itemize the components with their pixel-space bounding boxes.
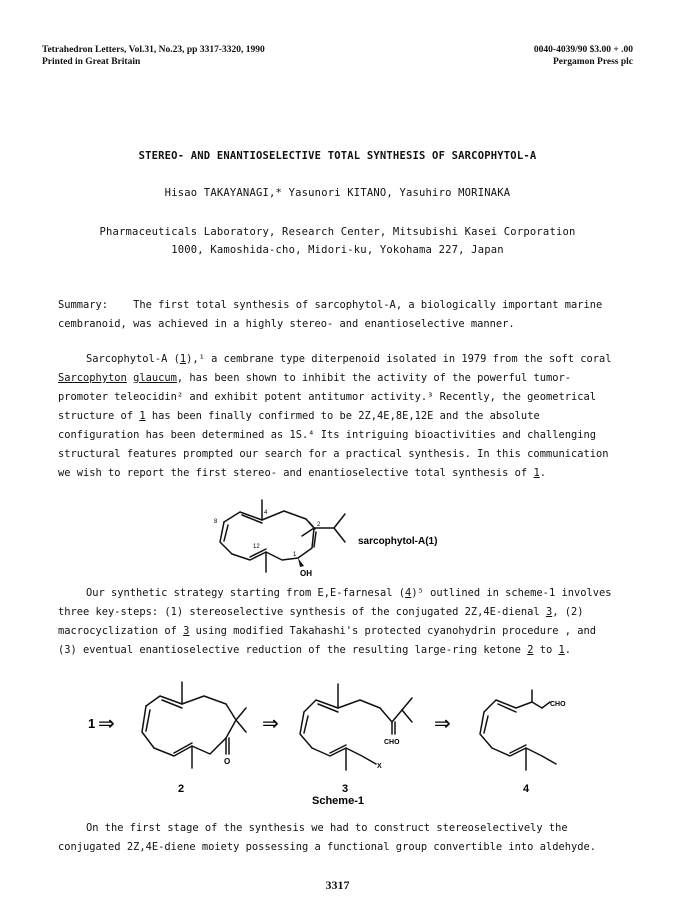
cho-group-3: CHO <box>384 739 400 746</box>
strategy-text: (3) eventual enantioselective reduction of the resulting large-ring ketone <box>58 644 528 656</box>
scheme-caption: Scheme-1 <box>312 795 364 807</box>
compound-4-structure <box>480 690 556 770</box>
compound-3-structure <box>300 684 412 770</box>
strategy-paragraph <box>58 584 620 660</box>
intro-text: we wish to report the first stereo- and enantioselective total synthesis of <box>58 467 534 479</box>
compound-ref: 3 <box>545 606 553 618</box>
first-stage-line-1: On the first stage of the synthesis we had to construct stereoselectively the <box>86 822 568 834</box>
affiliation-line-1: Pharmaceuticals Laboratory, Research Center, Mitsubishi Kasei Corporation <box>99 226 576 238</box>
first-stage-paragraph <box>58 819 620 857</box>
price-code: 0040-4039/90 $3.00 + .00 <box>533 45 633 55</box>
compound-2-label: 2 <box>178 783 185 795</box>
journal-citation: Tetrahedron Letters, Vol.31, No.23, pp 3317-3320, 1990 <box>42 45 265 55</box>
paper-title: STEREO- AND ENANTIOSELECTIVE TOTAL SYNTHESIS OF SARCOPHYTOL-A <box>138 150 537 162</box>
ketone-oxygen: O <box>224 757 231 766</box>
x-group-3: X <box>377 763 382 770</box>
strategy-text: using modified Takahashi's protected cyanohydrin procedure , and <box>189 625 597 637</box>
printed-in: Printed in Great Britain <box>42 57 141 67</box>
compound-ref: 1 <box>139 410 146 422</box>
summary-lead: Summary: <box>58 299 109 311</box>
intro-text: . <box>539 467 546 479</box>
target-compound-label: 1 <box>88 716 96 731</box>
summary-line-1: The first total synthesis of sarcophytol-A, a biologically important marine <box>133 299 603 311</box>
compound-2-structure <box>142 682 246 768</box>
strategy-text: Our synthetic strategy starting from E,E-farnesal ( <box>86 587 406 599</box>
hydroxyl-label: OH <box>300 569 312 578</box>
sarcophytol-a-structure <box>200 492 470 580</box>
retro-arrow-3: ⇒ <box>434 713 451 735</box>
strategy-text: three key-steps: (1) stereoselective synthesis of the conjugated 2Z,4E-dienal <box>58 606 546 618</box>
compound-ref: 4 <box>405 587 412 599</box>
compound-ref: 3 <box>183 625 190 637</box>
locant-2: 2 <box>317 522 321 528</box>
intro-text: has been finally confirmed to be 2Z,4E,8E,12E and the absolute <box>145 410 540 422</box>
journal-header <box>42 44 265 68</box>
summary-paragraph <box>58 296 620 334</box>
page-number: 3317 <box>325 878 350 892</box>
compound-3-label: 3 <box>342 783 349 795</box>
strategy-text: , (2) <box>552 606 584 618</box>
intro-text: , has been shown to inhibit the activity of the powerful tumor- <box>176 372 571 384</box>
summary-line-2: cembranoid, was achieved in a highly stereo- and enantioselective manner. <box>58 318 515 330</box>
genus-name: Sarcophyton <box>58 372 127 384</box>
intro-text: structure of <box>58 410 140 422</box>
strategy-text: macrocyclization of <box>58 625 184 637</box>
strategy-text: . <box>564 644 572 656</box>
strategy-text: )⁵ outlined in scheme-1 involves <box>411 587 612 599</box>
compound-4-label: 4 <box>523 783 530 795</box>
strategy-text: to <box>533 644 559 656</box>
locant-4: 4 <box>264 510 268 516</box>
species-name: glaucum <box>133 372 177 384</box>
intro-text: Sarcophytol-A ( <box>86 353 180 365</box>
publisher: Pergamon Press plc <box>552 57 633 67</box>
intro-text: configuration has been determined as 1S.⁴ Its intriguing bioactivities and challenging <box>58 429 596 441</box>
publisher-header <box>534 44 633 68</box>
compound-ref: 1 <box>179 353 187 365</box>
locant-1: 1 <box>293 552 297 558</box>
locant-12: 12 <box>253 544 260 550</box>
intro-text: ),¹ a cembrane type diterpenoid isolated in 1979 from the soft coral <box>186 353 612 365</box>
first-stage-line-2: conjugated 2Z,4E-diene moiety possessing a functional group convertible into aldehyde. <box>58 841 596 853</box>
retro-arrow-1: ⇒ <box>98 713 115 735</box>
intro-text: promoter teleocidin² and exhibit potent antitumor activity.³ Recently, the geometrical <box>58 391 596 403</box>
compound-ref: 2 <box>527 644 534 656</box>
affiliation-line-2: 1000, Kamoshida-cho, Midori-ku, Yokohama 227, Japan <box>171 244 504 256</box>
compound-ref: 1 <box>533 467 540 479</box>
scheme-1 <box>80 676 600 808</box>
locant-8: 8 <box>214 519 218 525</box>
intro-text: structural features prompted our search for a practical synthesis. In this communication <box>58 448 609 460</box>
retro-arrow-2: ⇒ <box>262 713 279 735</box>
authors: Hisao TAKAYANAGI,* Yasunori KITANO, Yasuhiro MORINAKA <box>164 187 511 199</box>
structure-label: sarcophytol-A(1) <box>358 536 438 547</box>
cho-group-4: CHO <box>550 701 566 708</box>
compound-ref: 1 <box>558 644 565 656</box>
intro-paragraph <box>58 350 620 483</box>
